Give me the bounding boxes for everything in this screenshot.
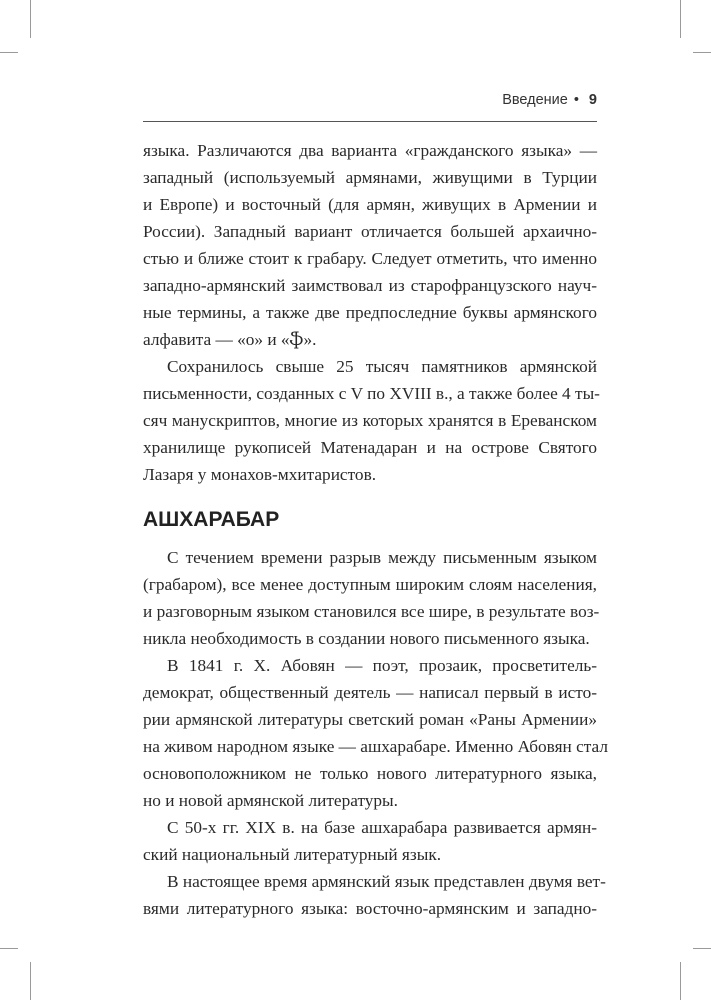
running-header: [143, 92, 597, 114]
body-text-top: [143, 137, 600, 488]
text-line: С 50-х гг. XIX в. на базе ашхарабара развивается армян-: [167, 818, 597, 837]
text-line: ные термины, а также две предпоследние буквы армянского: [143, 303, 597, 322]
text-line: и разговорным языком становился все шире, в результате воз-: [143, 602, 600, 621]
crop-mark: [693, 52, 711, 53]
text-line: западный (используемый армянами, живущими в Турции: [143, 168, 597, 187]
text-line: рии армянской литературы светский роман «Раны Армении»: [143, 710, 597, 729]
crop-mark: [693, 948, 711, 949]
section-heading: АШХАРАБАР: [143, 508, 280, 531]
text-line: сяч манускриптов, многие из которых хранятся в Ереванском: [143, 411, 597, 430]
crop-mark: [0, 948, 18, 949]
text-line: С течением времени разрыв между письменным языком: [167, 548, 597, 567]
text-line: В 1841 г. Х. Абовян — поэт, прозаик, просветитель-: [167, 656, 597, 675]
text-line: Сохранилось свыше 25 тысяч памятников армянской: [167, 357, 597, 376]
text-line: хранилище рукописей Матенадаран и на острове Святого: [143, 438, 597, 457]
text-line: западно-армянский заимствовал из старофранцузского науч-: [143, 276, 597, 295]
text-line: основоположником не только нового литературного языка,: [143, 764, 597, 783]
crop-mark: [680, 0, 681, 38]
crop-mark: [0, 52, 18, 53]
text-line: Лазаря у монахов-мхитаристов.: [143, 465, 377, 484]
text-line: стью и ближе стоит к грабару. Следует отметить, что именно: [143, 249, 597, 268]
text-line: но и новой армянской литературы.: [143, 791, 398, 810]
text-line: на живом народном языке — ашхарабаре. Именно Абовян стал: [143, 737, 608, 756]
text-line: ский национальный литературный язык.: [143, 845, 442, 864]
text-line: вями литературного языка: восточно-армянским и западно-: [143, 899, 597, 918]
text-line: никла необходимость в создании нового письменного языка.: [143, 629, 590, 648]
text-line: (грабаром), все менее доступным широким слоям населения,: [143, 575, 597, 594]
crop-mark: [680, 962, 681, 1000]
text-line: России). Западный вариант отличается большей архаично-: [143, 222, 597, 241]
text-line: В настоящее время армянский язык представлен двумя вет-: [167, 872, 606, 891]
text-line: письменности, созданных с V по XVIII в., а также более 4 ты-: [143, 384, 600, 403]
text-line: алфавита — «о» и «ֆ».: [143, 330, 317, 349]
text-line: демократ, общественный деятель — написал первый в исто-: [143, 683, 597, 702]
separator: •: [573, 92, 579, 108]
header-rule: [143, 121, 597, 122]
page-number: 9: [588, 92, 597, 108]
crop-mark: [30, 0, 31, 38]
text-line: и Европе) и восточный (для армян, живущих в Армении и: [143, 195, 597, 214]
section-title: Введение: [502, 92, 568, 108]
crop-mark: [30, 962, 31, 1000]
body-text-ashkharabar: [143, 544, 608, 922]
text-line: языка. Различаются два варианта «гражданского языка» —: [143, 141, 597, 160]
